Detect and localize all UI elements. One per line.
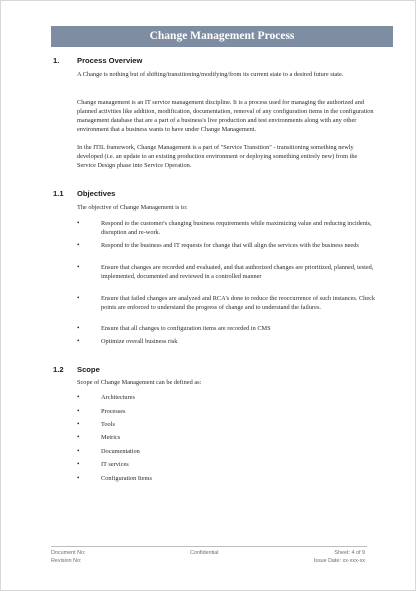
bullet-icon: •	[77, 420, 80, 428]
paragraph: A Change is nothing but of shifting/transitioning/modifying/from its current state to a desired future state.	[77, 71, 344, 78]
paragraph: Scope of Change Management can be defined as:	[77, 379, 202, 386]
bullet-icon: •	[77, 474, 80, 482]
footer-document-no: Document No:	[51, 550, 86, 556]
list-item-text: Documentation	[101, 448, 140, 455]
section-title: Process Overview	[77, 56, 143, 65]
bullet-icon: •	[77, 433, 80, 441]
list-item-text: Ensure that all changes to configuration items are recorded in CMS	[101, 325, 271, 332]
list-item-text: Respond to the business and IT requests for change that will align the services with the business needs	[101, 242, 359, 249]
list-item-text: Architectures	[101, 394, 135, 401]
list-item	[77, 241, 377, 250]
list-item-text: Respond to the customer's changing business requirements while maximizing value and reducing incidents, disruption and re-work.	[101, 220, 372, 237]
footer-revision-no: Revision No:	[51, 558, 82, 564]
footer-sheet: Sheet: 4 of 9	[334, 550, 365, 556]
list-item	[77, 219, 377, 237]
bullet-icon: •	[77, 219, 80, 227]
list-item	[77, 420, 377, 429]
bullet-icon: •	[77, 294, 80, 302]
list-item-text: Tools	[101, 421, 115, 428]
section-title: Scope	[77, 365, 100, 374]
section-number: 1.	[53, 56, 60, 65]
list-item	[77, 324, 377, 333]
list-item	[77, 447, 377, 456]
list-item-text: Processes	[101, 408, 126, 415]
list-item-text: IT services	[101, 461, 129, 468]
bullet-icon: •	[77, 324, 80, 332]
footer-issue-date: Issue Date: xx-xxx-xx	[313, 558, 365, 564]
list-item	[77, 407, 377, 416]
bullet-icon: •	[77, 447, 80, 455]
list-item	[77, 337, 377, 346]
bullet-icon: •	[77, 337, 80, 345]
list-item	[77, 460, 377, 469]
footer-divider	[51, 546, 367, 547]
list-item-text: Configuration Items	[101, 475, 152, 482]
bullet-icon: •	[77, 393, 80, 401]
list-item	[77, 294, 377, 312]
section-number: 1.2	[53, 365, 64, 374]
paragraph: In the ITIL framework, Change Management is a part of "Service Transition" - transitioning something newly developed (i.e. an update to an existing production environment or deploying something entirely new) from the Service Design phase into Service Operation.	[77, 144, 358, 170]
paragraph: The objective of Change Management is to:	[77, 204, 188, 211]
list-item	[77, 393, 377, 402]
paragraph: Change management is an IT service management discipline. It is a process used for managing the authorized and planned activities like addition, modification, documentation, removal of any configuration items in the configuration management database that are a part of a business's live production and test environments along with any other environment that a business wants to have under Change Management.	[77, 99, 374, 134]
section-title: Objectives	[77, 189, 116, 198]
list-item	[77, 474, 377, 483]
footer-confidential: Confidential	[190, 550, 219, 556]
bullet-icon: •	[77, 407, 80, 415]
list-item	[77, 433, 377, 442]
bullet-icon: •	[77, 241, 80, 249]
bullet-icon: •	[77, 460, 80, 468]
section-number: 1.1	[53, 189, 64, 198]
list-item-text: Ensure that failed changes are analyzed and RCA's done to reduce the reoccurrence of such instances. Check points are enforced to understand the progress of change and to understand the failures.	[101, 295, 376, 312]
list-item	[77, 263, 377, 281]
list-item-text: Metrics	[101, 434, 121, 441]
page-title: Change Management Process	[51, 26, 393, 47]
list-item-text: Optimize overall business risk	[101, 338, 178, 345]
bullet-icon: •	[77, 263, 80, 271]
list-item-text: Ensure that changes are recorded and evaluated, and that authorized changes are prioritized, planned, tested, implemented, documented and reviewed in a controlled manner	[101, 264, 374, 281]
